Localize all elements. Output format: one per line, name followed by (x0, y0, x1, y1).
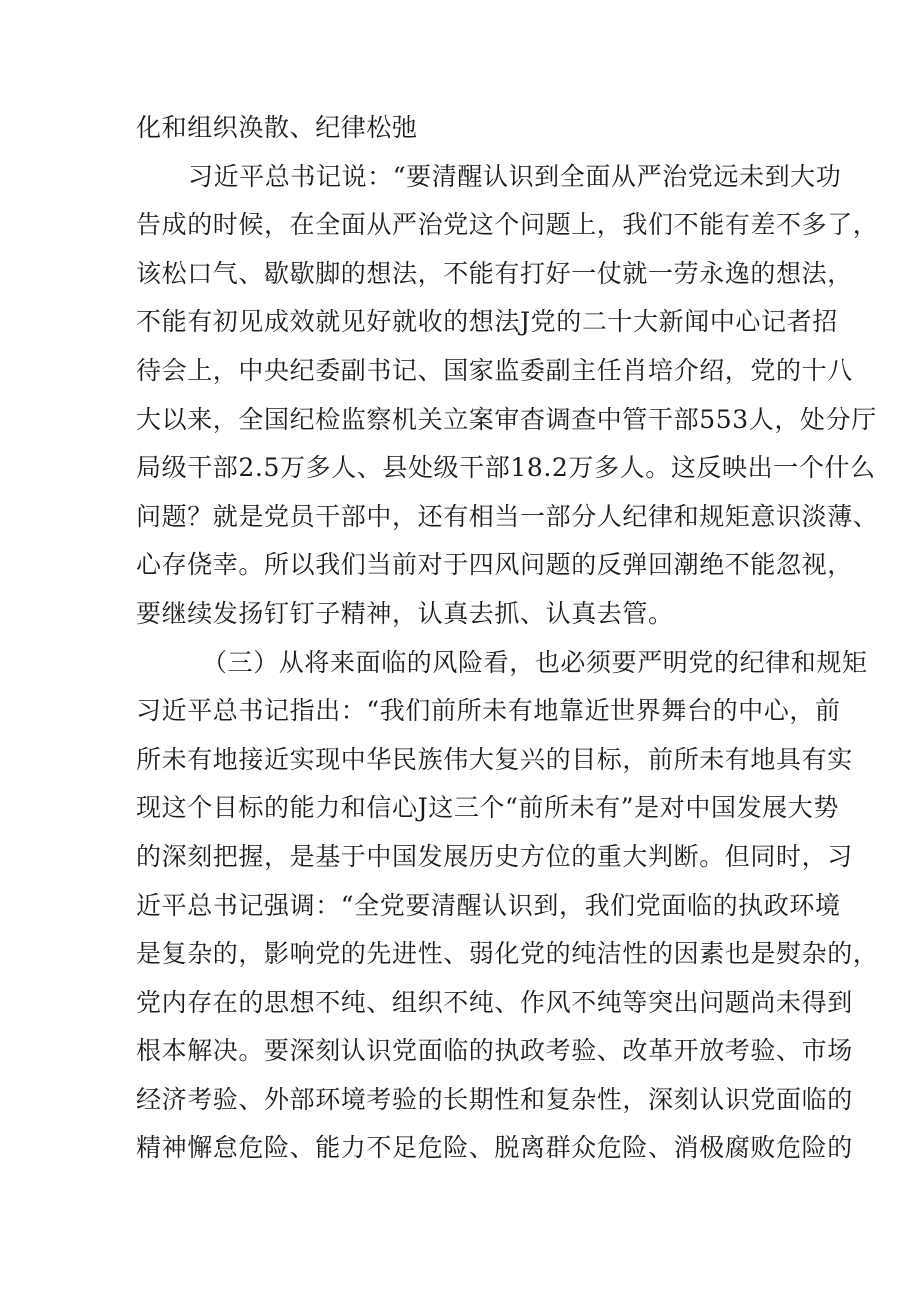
text-line: 党内存在的思想不纯、组织不纯、作风不纯等突出问题尚未得到 (136, 987, 853, 1017)
document-body (136, 104, 879, 1173)
text-line: 习近平总书记说：“要清醒认识到全面从严治党远未到大功 (188, 161, 842, 191)
text-line: 习近平总书记指出：“我们前所未有地靠近世界舞台的中心，前 (136, 696, 841, 726)
text-line: 所未有地接近实现中华民族伟大复兴的目标，前所未有地具有实 (136, 744, 853, 774)
text-line: 待会上，中央纪委副书记、国家监委副主任肖培介绍，党的十八 (136, 355, 853, 385)
text-line: 化和组织涣散、纪律松弛 (136, 113, 418, 142)
text-line: 根本解决。要深刻认识党面临的执政考验、改革开放考验、市场 (136, 1036, 853, 1066)
section-heading: （三）从将来面临的风险看，也必须要严明党的纪律和规矩 (202, 647, 868, 677)
text-line: 精神懈怠危险、能力不足危险、脱离群众危险、消极腐败危险的 (136, 1133, 853, 1163)
text-line: 是复杂的，影响党的先进性、弱化党的纯洁性的因素也是熨杂的， (136, 939, 879, 969)
text-line: 局级干部2.5万多人、县处级干部18.2万多人。这反映出一个什么 (136, 453, 876, 483)
text-line: 该松口气、歇歇脚的想法，不能有打好一仗就一劳永逸的想法， (136, 258, 853, 288)
text-line: 的深刻把握，是基于中国发展历史方位的重大判断。但同时，习 (136, 841, 853, 871)
text-line: 告成的时候，在全面从严治党这个问题上，我们不能有差不多了， (136, 210, 879, 240)
text-line: 不能有初见成效就见好就收的想法J党的二十大新闻中心记者招 (136, 307, 838, 337)
text-line: 大以来，全国纪检监察机关立案审杳调查中管干部553人，处分厅 (136, 404, 877, 434)
text-line: 要继续发扬钉钉子精神，认真去抓、认真去管。 (136, 598, 674, 628)
text-line: 心存侥幸。所以我们当前对于四风问题的反弹回潮绝不能忽视， (136, 550, 853, 580)
text-line: 现这个目标的能力和信心J这三个“前所未有”是对中国发展大势 (136, 793, 839, 823)
text-line: 近平总书记强调：“全党要清醒认识到，我们党面临的执政环境 (136, 890, 841, 920)
text-line: 问题？就是党员干部中，还有相当一部分人纪律和规矩意识淡薄、 (136, 501, 879, 531)
text-line: 经济考验、外部环境考验的长期性和复杂性，深刻认识党面临的 (136, 1084, 853, 1114)
